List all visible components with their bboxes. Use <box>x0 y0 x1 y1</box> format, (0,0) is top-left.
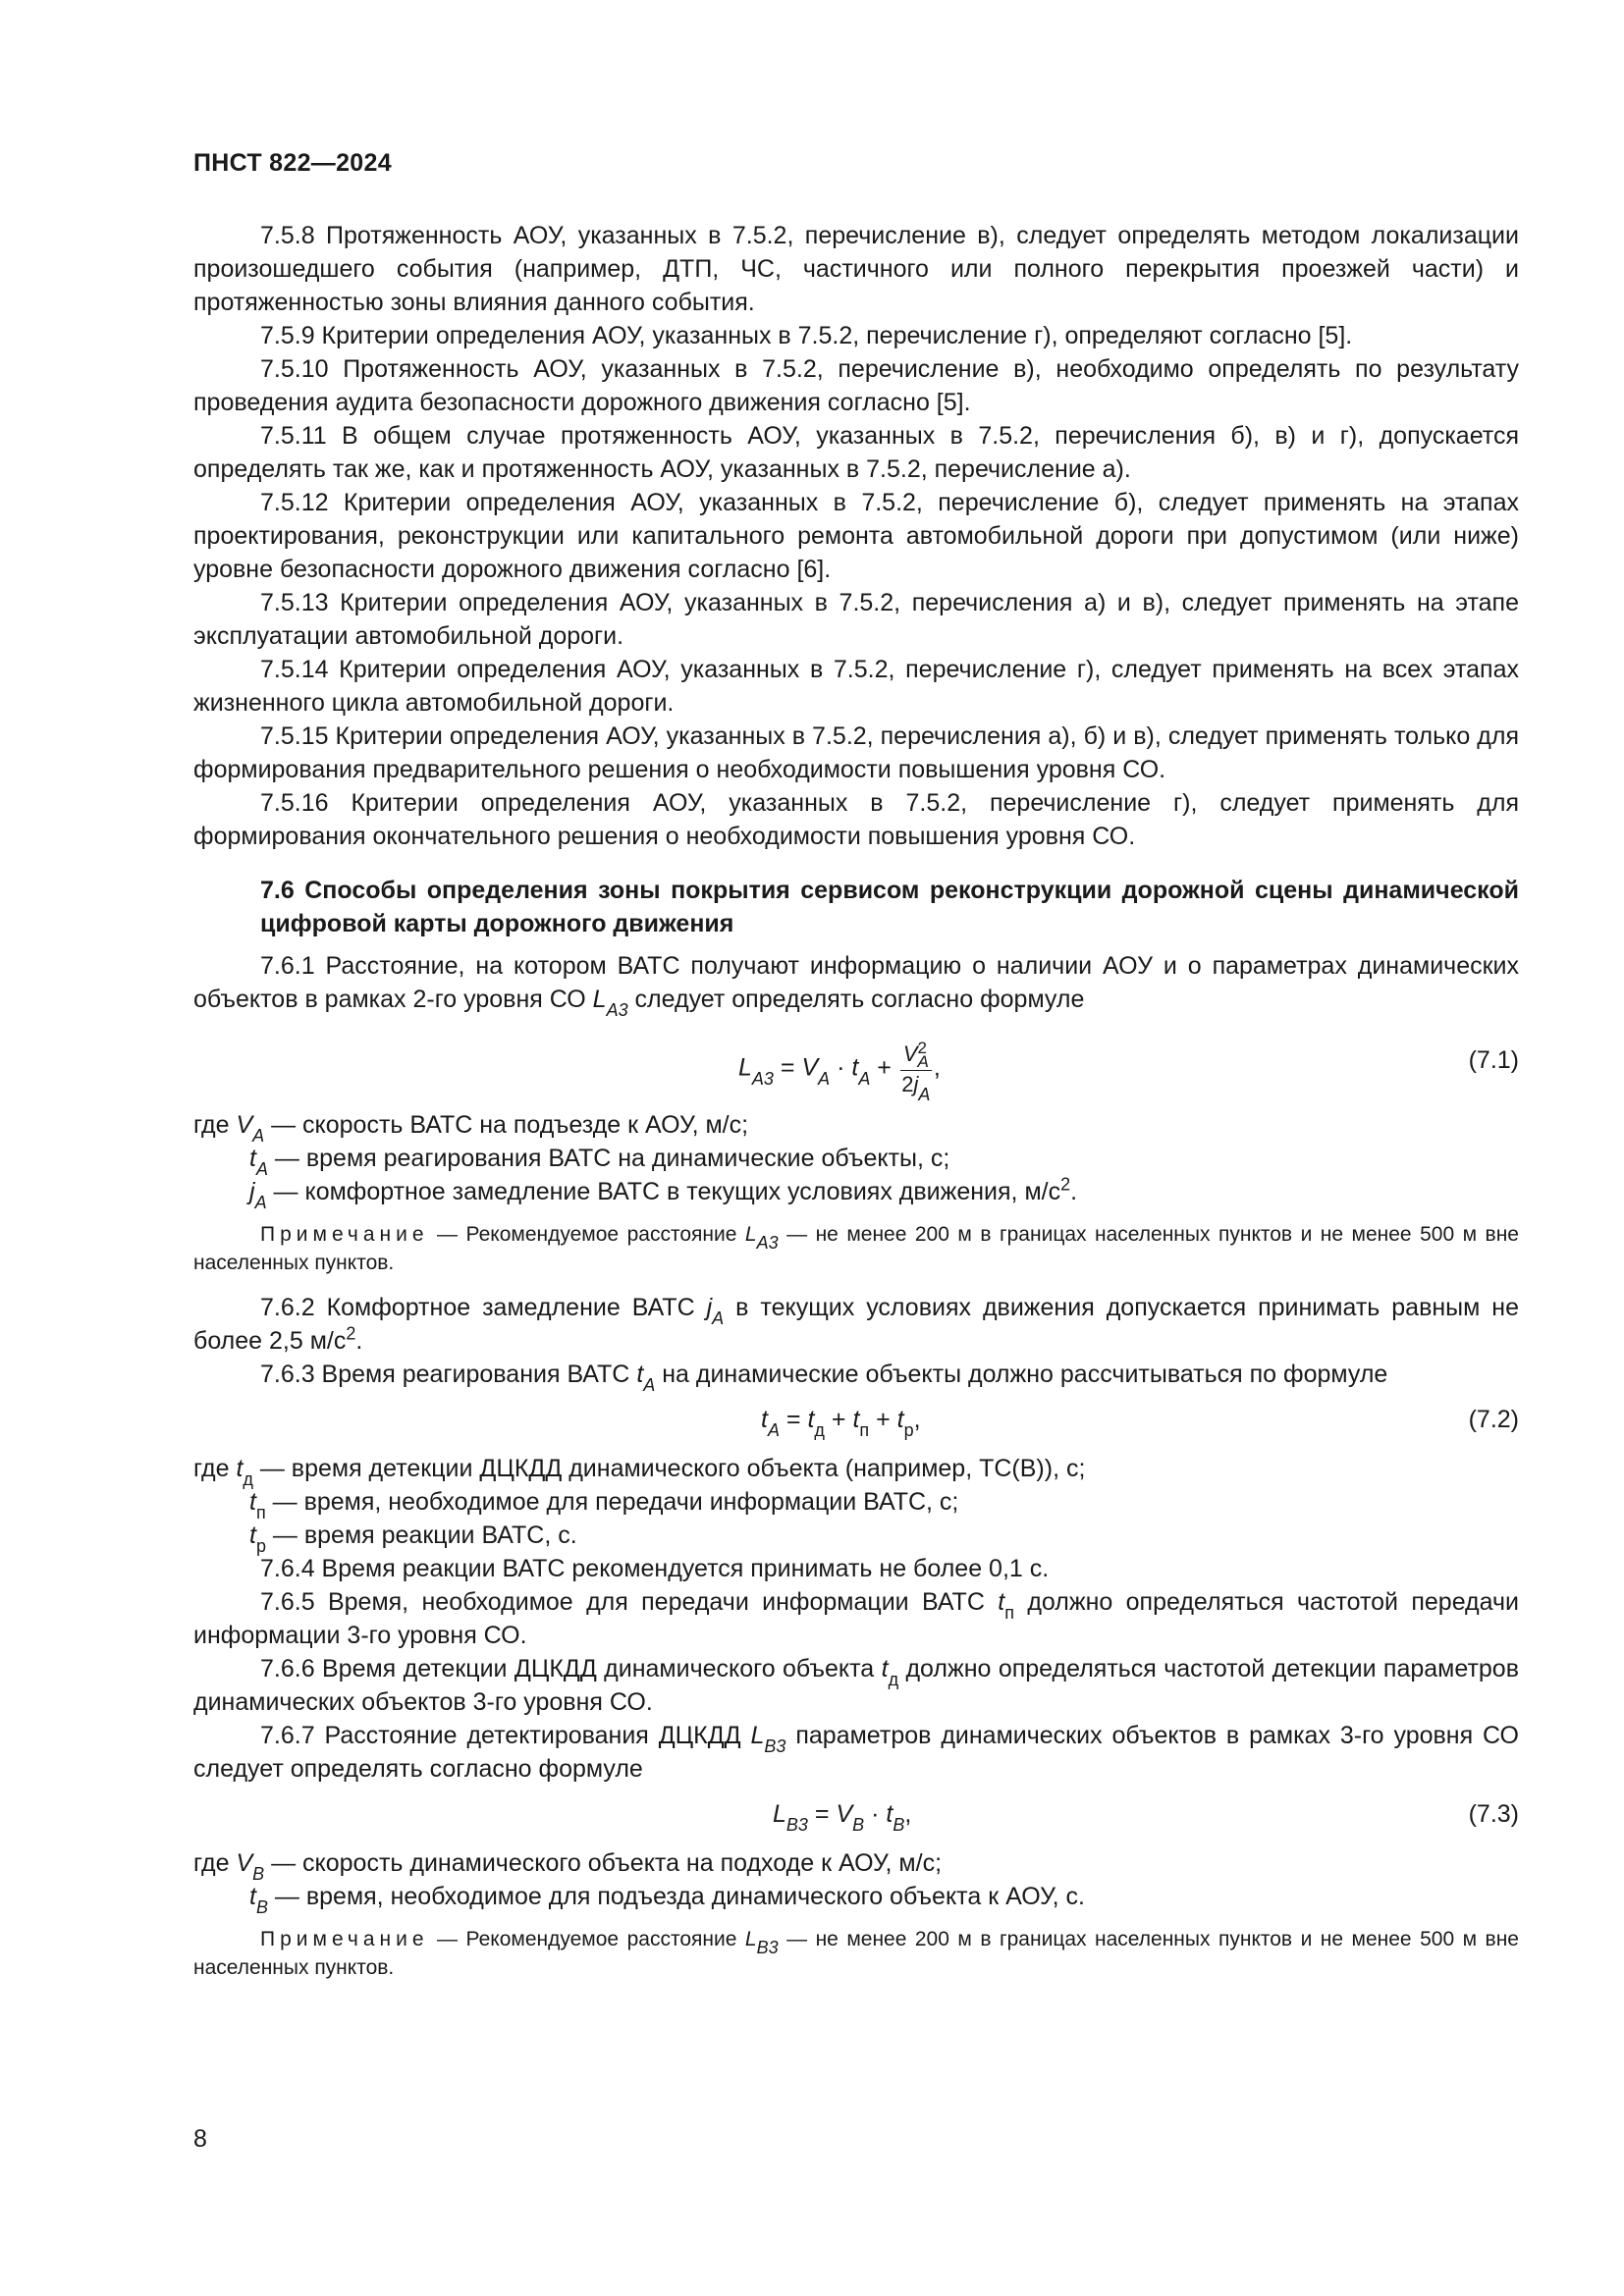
paragraph-7-6-1 <box>193 949 1519 1020</box>
f3-c-sub: B <box>893 1815 905 1835</box>
where-var: t <box>236 1455 244 1482</box>
note-text: — Рекомендуемое расстояние <box>428 1928 745 1950</box>
f3-a-var: L <box>773 1800 786 1828</box>
where-var: t <box>249 1883 256 1910</box>
f3-dot: · <box>864 1800 887 1828</box>
f2-d-var: t <box>896 1406 904 1433</box>
p765-tail: должно определяться частотой передачи информации 3-го уровня СО. <box>193 1588 1519 1649</box>
where-sub: B <box>252 1864 265 1884</box>
where-list-7-1 <box>193 1108 1519 1212</box>
where-text: — время, необходимое для передачи информации ВАТС, с; <box>265 1488 959 1516</box>
formula-7-1-expression <box>738 1039 941 1104</box>
f1-numerator <box>900 1040 932 1071</box>
f1-denominator <box>900 1071 932 1104</box>
p762-end: . <box>355 1327 363 1355</box>
where-text: — скорость ВАТС на подъезде к АОУ, м/с; <box>264 1111 749 1139</box>
where-text: — время детекции ДЦКДД динамического объекта (например, ТС(В)), с; <box>252 1455 1086 1482</box>
p763-text: 7.6.3 Время реагирования ВАТС <box>260 1361 637 1388</box>
f1-num-sup: 2 <box>917 1039 927 1058</box>
f2-eq: = <box>779 1406 808 1433</box>
p766-var: t <box>881 1655 889 1682</box>
where-pre: где <box>193 1455 237 1482</box>
where-text: — время, необходимое для подъезда динамического объекта к АОУ, с. <box>267 1883 1085 1910</box>
where-pre: где <box>193 1111 237 1139</box>
f2-c-sub: п <box>859 1420 870 1440</box>
f2-b-var: t <box>807 1406 815 1433</box>
where-sub: A <box>252 1126 265 1146</box>
paragraph-7-5-11: 7.5.11 В общем случае протяженность АОУ, указанных в 7.5.2, перечисления б), в) и г), допускается определять так же, как и протяженность АОУ, указанных в 7.5.2, перечисление а). <box>193 422 1519 483</box>
where-var: t <box>249 1522 256 1549</box>
p767-text: 7.6.7 Расстояние детектирования ДЦКДД <box>260 1722 751 1749</box>
f1-t: t <box>851 1053 859 1082</box>
where-text: — время реакции ВАТС, с. <box>265 1522 577 1549</box>
note-sub: B3 <box>756 1938 779 1958</box>
formula-7-2-expression <box>761 1403 921 1440</box>
f1-comma: , <box>933 1053 941 1082</box>
formula-7-3-number: (7.3) <box>1468 1800 1519 1828</box>
page-number: 8 <box>193 2125 207 2153</box>
formula-7-2-number: (7.2) <box>1468 1406 1519 1433</box>
p761-sub: A3 <box>606 1000 628 1020</box>
section-heading-7-6: 7.6 Способы определения зоны покрытия сервисом реконструкции дорожной сцены динамической цифровой карты дорожного движения <box>260 877 1519 937</box>
paragraph-7-5-13: 7.5.13 Критерии определения АОУ, указанных в 7.5.2, перечисления а) и в), следует применять на этапе эксплуатации автомобильной дороги. <box>193 589 1519 650</box>
paragraph-7-6-2 <box>193 1291 1519 1358</box>
where-text: — скорость динамического объекта на подходе к АОУ, м/с; <box>264 1849 943 1877</box>
f1-plus: + <box>870 1053 898 1082</box>
note-1 <box>193 1220 1519 1277</box>
where-list-7-3 <box>193 1846 1519 1917</box>
f2-c-var: t <box>852 1406 860 1433</box>
f2-plus: + <box>869 1406 897 1433</box>
document-code: ПНСТ 822—2024 <box>193 149 392 177</box>
f2-a-var: t <box>761 1406 768 1433</box>
p766-sub: д <box>888 1670 899 1689</box>
where-sub: д <box>243 1469 253 1489</box>
where-row <box>193 1452 1519 1489</box>
note-sub: A3 <box>756 1233 779 1254</box>
note-text: — не менее 200 м в границах населенных пунктов и не менее 500 м вне населенных пунктов. <box>193 1928 1519 1979</box>
f1-den-var: j <box>913 1072 919 1097</box>
paragraph-7-5-12: 7.5.12 Критерии определения АОУ, указанных в 7.5.2, перечисление б), следует применять на этапах проектирования, реконструкции или капитального ремонта автомобильной дороги при допустимом (или ниже) уровне безопасности дорожного движения согласно [6]. <box>193 489 1519 583</box>
formula-7-2 <box>193 1397 1519 1446</box>
f1-fraction <box>900 1039 932 1104</box>
p763-tail: на динамические объекты должно рассчитываться по формуле <box>655 1361 1388 1388</box>
p762-sub: A <box>712 1308 725 1328</box>
where-row <box>193 1880 1519 1917</box>
f3-a-sub: B3 <box>785 1815 808 1835</box>
note-var: L <box>744 1928 757 1950</box>
where-sup: 2 <box>1060 1174 1071 1195</box>
paragraph-7-6-7 <box>193 1719 1519 1786</box>
f2-d-sub: р <box>903 1420 914 1440</box>
p765-text: 7.6.5 Время, необходимое для передачи информации ВАТС <box>260 1588 999 1616</box>
f3-b-sub: B <box>852 1815 865 1835</box>
where-sub: п <box>255 1503 266 1522</box>
where-pre: где <box>193 1849 237 1877</box>
where-row <box>193 1174 1519 1212</box>
where-row <box>193 1108 1519 1146</box>
where-sub: р <box>255 1536 266 1556</box>
paragraph-7-5-15: 7.5.15 Критерии определения АОУ, указанных в 7.5.2, перечисления а), б) и в), следует применять только для формирования предварительного решения о необходимости повышения уровня СО. <box>193 722 1519 783</box>
f2-a-sub: A <box>767 1420 780 1440</box>
p766-tail: должно определяться частотой детекции параметров динамических объектов 3-го уровня СО. <box>193 1655 1519 1716</box>
f2-comma: , <box>913 1406 921 1433</box>
where-end: . <box>1070 1178 1078 1205</box>
p767-tail: параметров динамических объектов в рамках 3-го уровня СО следует определять согласно формуле <box>193 1722 1519 1783</box>
paragraph-7-6-6 <box>193 1652 1519 1719</box>
where-var: V <box>236 1849 253 1877</box>
p762-text: 7.6.2 Комфортное замедление ВАТС <box>260 1294 707 1321</box>
p762-sup: 2 <box>346 1323 356 1344</box>
formula-7-1-number: (7.1) <box>1468 1046 1519 1074</box>
note-var: L <box>744 1223 757 1246</box>
f1-eq: = <box>773 1053 802 1082</box>
p762-var: j <box>706 1294 713 1321</box>
p765-var: t <box>998 1588 1005 1616</box>
where-sub: B <box>255 1897 268 1917</box>
where-var: V <box>236 1111 253 1139</box>
formula-7-1 <box>193 1020 1519 1102</box>
f1-lhs-sub: A3 <box>751 1068 774 1089</box>
f3-comma: , <box>904 1800 912 1828</box>
note-2 <box>193 1925 1519 1982</box>
paragraph-7-5-9: 7.5.9 Критерии определения АОУ, указанных в 7.5.2, перечисление г), определяют согласно [5]. <box>260 322 1353 349</box>
where-row <box>193 1846 1519 1884</box>
f3-b-var: V <box>836 1800 853 1828</box>
note-label: Примечание <box>260 1223 429 1246</box>
paragraph-7-6-4: 7.6.4 Время реакции ВАТС рекомендуется принимать не более 0,1 с. <box>260 1555 1050 1582</box>
p761-text: 7.6.1 Расстояние, на котором ВАТС получают информацию о наличии АОУ и о параметрах динамических объектов в рамках 2-го уровня СО <box>193 952 1519 1013</box>
formula-7-3-expression <box>773 1797 912 1835</box>
where-list-7-2 <box>193 1452 1519 1556</box>
paragraph-7-5-10: 7.5.10 Протяженность АОУ, указанных в 7.5.2, перечисление в), необходимо определять по результату проведения аудита безопасности дорожного движения согласно [5]. <box>193 355 1519 416</box>
paragraph-7-5-14: 7.5.14 Критерии определения АОУ, указанных в 7.5.2, перечисление г), следует применять на всех этапах жизненного цикла автомобильной дороги. <box>193 656 1519 717</box>
where-row <box>193 1142 1519 1179</box>
note-label: Примечание <box>260 1928 429 1950</box>
f1-num-sub: A <box>917 1052 929 1072</box>
f1-v-sub: A <box>818 1068 831 1089</box>
note-text: — Рекомендуемое расстояние <box>428 1223 745 1246</box>
p765-sub: п <box>1004 1603 1014 1623</box>
p766-text: 7.6.6 Время детекции ДЦКДД динамического объекта <box>260 1655 882 1682</box>
f1-v: V <box>801 1053 819 1082</box>
f1-dot: · <box>830 1053 852 1082</box>
p762-tail: в текущих условиях движения допускается принимать равным не более 2,5 м/с <box>193 1294 1519 1355</box>
where-text: — время реагирования ВАТС на динамические объекты, с; <box>267 1145 950 1172</box>
where-sub: A <box>255 1159 268 1179</box>
f2-plus: + <box>824 1406 853 1433</box>
f3-eq: = <box>807 1800 837 1828</box>
f1-num-var: V <box>902 1041 918 1066</box>
p767-sub: B3 <box>764 1736 786 1756</box>
paragraph-7-5-16: 7.5.16 Критерии определения АОУ, указанных в 7.5.2, перечисление г), следует применять для формирования окончательного решения о необходимости повышения уровня СО. <box>193 789 1519 850</box>
where-sub: A <box>254 1193 267 1212</box>
where-row <box>193 1519 1519 1556</box>
p767-var: L <box>750 1722 765 1749</box>
f1-den-sub: A <box>918 1084 931 1104</box>
page-content <box>193 219 1519 1996</box>
f3-c-var: t <box>886 1800 893 1828</box>
f1-den-pre: 2 <box>901 1072 914 1097</box>
where-row <box>193 1485 1519 1522</box>
paragraph-7-5-8: 7.5.8 Протяженность АОУ, указанных в 7.5.2, перечисление в), следует определять методом локализации произошедшего события (например, ДТП, ЧС, частичного или полного перекрытия проезжей части) и протяженностью зоны влияния данного события. <box>193 222 1519 316</box>
f2-b-sub: д <box>814 1420 825 1440</box>
where-var: j <box>249 1178 255 1205</box>
f1-lhs-var: L <box>738 1053 752 1082</box>
formula-7-3 <box>193 1791 1519 1841</box>
paragraph-7-6-5 <box>193 1585 1519 1652</box>
where-var: t <box>249 1145 256 1172</box>
f1-t-sub: A <box>858 1068 871 1089</box>
paragraph-7-6-3 <box>193 1358 1519 1395</box>
where-var: t <box>249 1488 256 1516</box>
p763-sub: A <box>643 1375 656 1395</box>
where-text: — комфортное замедление ВАТС в текущих условиях движения, м/с <box>266 1178 1061 1205</box>
p763-var: t <box>636 1361 644 1388</box>
p761-var: L <box>592 986 607 1013</box>
note-text: — не менее 200 м в границах населенных пунктов и не менее 500 м вне населенных пунктов. <box>193 1223 1519 1274</box>
p761-tail: следует определять согласно формуле <box>627 986 1085 1013</box>
